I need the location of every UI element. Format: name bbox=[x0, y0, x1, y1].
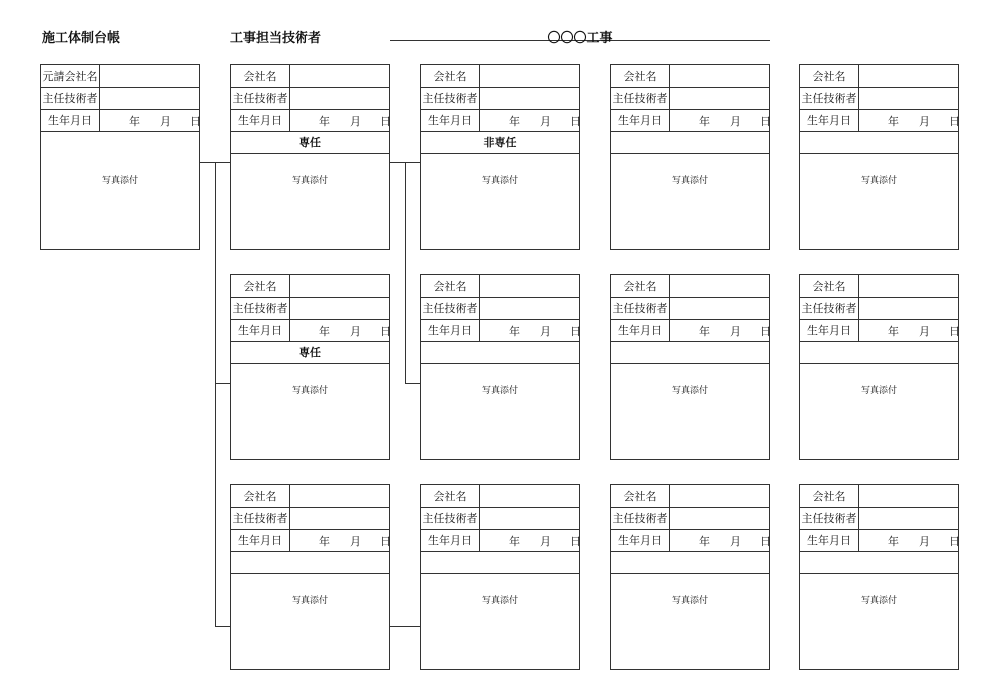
engineer-field[interactable] bbox=[859, 297, 958, 319]
company-label: 会社名 bbox=[800, 275, 859, 297]
year-label: 年 bbox=[129, 115, 140, 128]
birthdate-row bbox=[421, 529, 579, 552]
engineer-label: 主任技術者 bbox=[231, 507, 290, 529]
birthdate-row bbox=[611, 529, 769, 552]
month-label: 月 bbox=[540, 325, 551, 338]
day-label: 日 bbox=[949, 535, 960, 548]
project-name: 〇〇〇工事 bbox=[547, 31, 613, 46]
birthdate-label: 生年月日 bbox=[421, 529, 480, 551]
company-label: 会社名 bbox=[421, 65, 480, 87]
birthdate-field[interactable] bbox=[290, 529, 389, 551]
assignment-status[interactable] bbox=[800, 131, 958, 154]
birthdate-label: 生年月日 bbox=[41, 109, 100, 131]
engineer-row bbox=[800, 87, 958, 110]
engineer-field[interactable] bbox=[290, 87, 389, 109]
year-label: 年 bbox=[319, 325, 330, 338]
engineer-field[interactable] bbox=[480, 507, 579, 529]
engineer-row bbox=[800, 507, 958, 530]
birthdate-field[interactable] bbox=[290, 109, 389, 131]
month-label: 月 bbox=[730, 535, 741, 548]
company-label: 会社名 bbox=[421, 275, 480, 297]
year-label: 年 bbox=[888, 115, 899, 128]
company-label: 会社名 bbox=[231, 485, 290, 507]
engineer-label: 主任技術者 bbox=[421, 507, 480, 529]
assignment-status[interactable] bbox=[421, 551, 579, 574]
engineer-label: 主任技術者 bbox=[231, 87, 290, 109]
birthdate-row bbox=[800, 109, 958, 132]
assignment-status[interactable] bbox=[231, 551, 389, 574]
company-label: 会社名 bbox=[231, 275, 290, 297]
engineer-row bbox=[231, 297, 389, 320]
birthdate-row bbox=[800, 529, 958, 552]
day-label: 日 bbox=[949, 115, 960, 128]
month-label: 月 bbox=[350, 115, 361, 128]
assignment-status[interactable] bbox=[421, 341, 579, 364]
engineer-heading: 工事担当技術者 bbox=[230, 31, 322, 46]
photo-placeholder: 写真添付 bbox=[291, 596, 328, 606]
subcontractor-card bbox=[799, 64, 959, 250]
engineer-field[interactable] bbox=[290, 297, 389, 319]
birthdate-label: 生年月日 bbox=[611, 109, 670, 131]
engineer-field[interactable] bbox=[670, 87, 769, 109]
company-field[interactable] bbox=[290, 485, 389, 507]
engineer-label: 主任技術者 bbox=[800, 87, 859, 109]
birthdate-field[interactable] bbox=[480, 529, 579, 551]
photo-placeholder: 写真添付 bbox=[860, 596, 897, 606]
engineer-row bbox=[611, 297, 769, 320]
day-label: 日 bbox=[760, 535, 771, 548]
company-field[interactable] bbox=[859, 65, 958, 87]
month-label: 月 bbox=[730, 325, 741, 338]
birthdate-row bbox=[421, 109, 579, 132]
engineer-label: 主任技術者 bbox=[800, 297, 859, 319]
year-label: 年 bbox=[319, 115, 330, 128]
company-row bbox=[421, 275, 579, 298]
year-label: 年 bbox=[699, 325, 710, 338]
engineer-row bbox=[231, 507, 389, 530]
prime-contractor-card bbox=[40, 64, 200, 250]
birthdate-field[interactable] bbox=[480, 319, 579, 341]
connector-line bbox=[405, 162, 406, 383]
engineer-field[interactable] bbox=[480, 297, 579, 319]
birthdate-field[interactable] bbox=[480, 109, 579, 131]
engineer-field[interactable] bbox=[290, 507, 389, 529]
day-label: 日 bbox=[570, 115, 581, 128]
birthdate-label: 生年月日 bbox=[800, 319, 859, 341]
company-field[interactable] bbox=[670, 65, 769, 87]
day-label: 日 bbox=[570, 535, 581, 548]
engineer-row bbox=[611, 507, 769, 530]
month-label: 月 bbox=[160, 115, 171, 128]
ledger-title: 施工体制台帳 bbox=[42, 31, 121, 46]
engineer-field[interactable] bbox=[670, 507, 769, 529]
company-row bbox=[611, 65, 769, 88]
company-field[interactable] bbox=[480, 275, 579, 297]
photo-placeholder: 写真添付 bbox=[481, 176, 518, 186]
birthdate-label: 生年月日 bbox=[231, 319, 290, 341]
engineer-field[interactable] bbox=[859, 507, 958, 529]
month-label: 月 bbox=[919, 535, 930, 548]
engineer-field[interactable] bbox=[859, 87, 958, 109]
birthdate-label: 生年月日 bbox=[421, 109, 480, 131]
birthdate-field[interactable] bbox=[859, 109, 958, 131]
year-label: 年 bbox=[888, 535, 899, 548]
birthdate-row bbox=[800, 319, 958, 342]
birthdate-label: 生年月日 bbox=[800, 529, 859, 551]
company-row bbox=[41, 65, 199, 88]
birthdate-row bbox=[231, 529, 389, 552]
day-label: 日 bbox=[760, 325, 771, 338]
company-field[interactable] bbox=[859, 275, 958, 297]
company-row bbox=[421, 65, 579, 88]
month-label: 月 bbox=[919, 325, 930, 338]
year-label: 年 bbox=[888, 325, 899, 338]
company-row bbox=[800, 275, 958, 298]
subcontractor-card bbox=[610, 64, 770, 250]
connector-line bbox=[215, 626, 230, 627]
engineer-field[interactable] bbox=[480, 87, 579, 109]
day-label: 日 bbox=[949, 325, 960, 338]
company-row bbox=[800, 65, 958, 88]
engineer-row bbox=[611, 87, 769, 110]
company-row bbox=[611, 485, 769, 508]
photo-placeholder: 写真添付 bbox=[481, 386, 518, 396]
company-field[interactable] bbox=[480, 485, 579, 507]
engineer-label: 主任技術者 bbox=[421, 87, 480, 109]
engineer-row bbox=[800, 297, 958, 320]
assignment-status[interactable]: 専任 bbox=[231, 131, 389, 154]
day-label: 日 bbox=[380, 325, 391, 338]
company-row bbox=[231, 275, 389, 298]
birthdate-field[interactable] bbox=[670, 319, 769, 341]
month-label: 月 bbox=[730, 115, 741, 128]
birthdate-field[interactable] bbox=[290, 319, 389, 341]
birthdate-field[interactable] bbox=[670, 529, 769, 551]
company-label: 会社名 bbox=[421, 485, 480, 507]
company-label: 会社名 bbox=[611, 275, 670, 297]
engineer-row bbox=[41, 87, 199, 110]
company-row bbox=[231, 65, 389, 88]
engineer-label: 主任技術者 bbox=[611, 87, 670, 109]
day-label: 日 bbox=[760, 115, 771, 128]
engineer-row bbox=[421, 297, 579, 320]
photo-placeholder: 写真添付 bbox=[671, 596, 708, 606]
assignment-status[interactable]: 非専任 bbox=[421, 131, 579, 154]
birthdate-row bbox=[41, 109, 199, 132]
birthdate-label: 生年月日 bbox=[611, 529, 670, 551]
birthdate-label: 生年月日 bbox=[231, 109, 290, 131]
company-row bbox=[231, 485, 389, 508]
birthdate-row bbox=[611, 319, 769, 342]
assignment-status[interactable] bbox=[800, 551, 958, 574]
company-field[interactable] bbox=[859, 485, 958, 507]
assignment-status[interactable] bbox=[611, 341, 769, 364]
engineer-label: 主任技術者 bbox=[41, 87, 100, 109]
month-label: 月 bbox=[540, 535, 551, 548]
subcontractor-card bbox=[420, 274, 580, 460]
company-field[interactable] bbox=[480, 65, 579, 87]
year-label: 年 bbox=[699, 115, 710, 128]
subcontractor-card bbox=[420, 484, 580, 670]
birthdate-label: 生年月日 bbox=[231, 529, 290, 551]
subcontractor-card bbox=[610, 274, 770, 460]
month-label: 月 bbox=[919, 115, 930, 128]
company-label: 会社名 bbox=[800, 485, 859, 507]
photo-placeholder: 写真添付 bbox=[291, 176, 328, 186]
year-label: 年 bbox=[509, 535, 520, 548]
connector-line bbox=[390, 626, 420, 627]
company-field[interactable] bbox=[290, 65, 389, 87]
birthdate-label: 生年月日 bbox=[800, 109, 859, 131]
assignment-status[interactable]: 専任 bbox=[231, 341, 389, 364]
day-label: 日 bbox=[380, 115, 391, 128]
subcontractor-card bbox=[610, 484, 770, 670]
birthdate-row bbox=[421, 319, 579, 342]
company-label: 会社名 bbox=[611, 65, 670, 87]
company-row bbox=[611, 275, 769, 298]
engineer-label: 主任技術者 bbox=[611, 297, 670, 319]
connector-line bbox=[405, 383, 420, 384]
subcontractor-card bbox=[420, 64, 580, 250]
day-label: 日 bbox=[570, 325, 581, 338]
month-label: 月 bbox=[350, 535, 361, 548]
connector-line bbox=[215, 383, 230, 384]
month-label: 月 bbox=[540, 115, 551, 128]
subcontractor-card bbox=[799, 274, 959, 460]
company-row bbox=[800, 485, 958, 508]
engineer-label: 主任技術者 bbox=[421, 297, 480, 319]
year-label: 年 bbox=[509, 115, 520, 128]
company-field[interactable] bbox=[100, 65, 199, 87]
engineer-label: 主任技術者 bbox=[800, 507, 859, 529]
company-field[interactable] bbox=[290, 275, 389, 297]
birthdate-field[interactable] bbox=[100, 109, 199, 131]
photo-placeholder: 写真添付 bbox=[481, 596, 518, 606]
engineer-row bbox=[421, 87, 579, 110]
birthdate-row bbox=[231, 319, 389, 342]
subcontractor-card bbox=[799, 484, 959, 670]
birthdate-label: 生年月日 bbox=[611, 319, 670, 341]
birthdate-row bbox=[611, 109, 769, 132]
birthdate-row bbox=[231, 109, 389, 132]
photo-placeholder: 写真添付 bbox=[101, 176, 138, 186]
subcontractor-card bbox=[230, 64, 390, 250]
engineer-row bbox=[231, 87, 389, 110]
birthdate-field[interactable] bbox=[670, 109, 769, 131]
company-label: 会社名 bbox=[611, 485, 670, 507]
photo-placeholder: 写真添付 bbox=[671, 386, 708, 396]
assignment-status[interactable] bbox=[611, 131, 769, 154]
day-label: 日 bbox=[380, 535, 391, 548]
subcontractor-card bbox=[230, 274, 390, 460]
connector-line bbox=[215, 162, 216, 626]
engineer-row bbox=[421, 507, 579, 530]
photo-placeholder: 写真添付 bbox=[860, 386, 897, 396]
year-label: 年 bbox=[319, 535, 330, 548]
subcontractor-card bbox=[230, 484, 390, 670]
day-label: 日 bbox=[190, 115, 201, 128]
engineer-field[interactable] bbox=[100, 87, 199, 109]
birthdate-label: 生年月日 bbox=[421, 319, 480, 341]
assignment-status[interactable] bbox=[800, 341, 958, 364]
month-label: 月 bbox=[350, 325, 361, 338]
engineer-label: 主任技術者 bbox=[231, 297, 290, 319]
year-label: 年 bbox=[509, 325, 520, 338]
company-row bbox=[421, 485, 579, 508]
birthdate-field[interactable] bbox=[859, 529, 958, 551]
company-field[interactable] bbox=[670, 275, 769, 297]
company-label: 会社名 bbox=[231, 65, 290, 87]
engineer-field[interactable] bbox=[670, 297, 769, 319]
company-label: 元請会社名 bbox=[41, 65, 100, 87]
company-field[interactable] bbox=[670, 485, 769, 507]
engineer-label: 主任技術者 bbox=[611, 507, 670, 529]
assignment-status[interactable] bbox=[611, 551, 769, 574]
company-label: 会社名 bbox=[800, 65, 859, 87]
year-label: 年 bbox=[699, 535, 710, 548]
photo-placeholder: 写真添付 bbox=[860, 176, 897, 186]
birthdate-field[interactable] bbox=[859, 319, 958, 341]
photo-placeholder: 写真添付 bbox=[291, 386, 328, 396]
photo-placeholder: 写真添付 bbox=[671, 176, 708, 186]
